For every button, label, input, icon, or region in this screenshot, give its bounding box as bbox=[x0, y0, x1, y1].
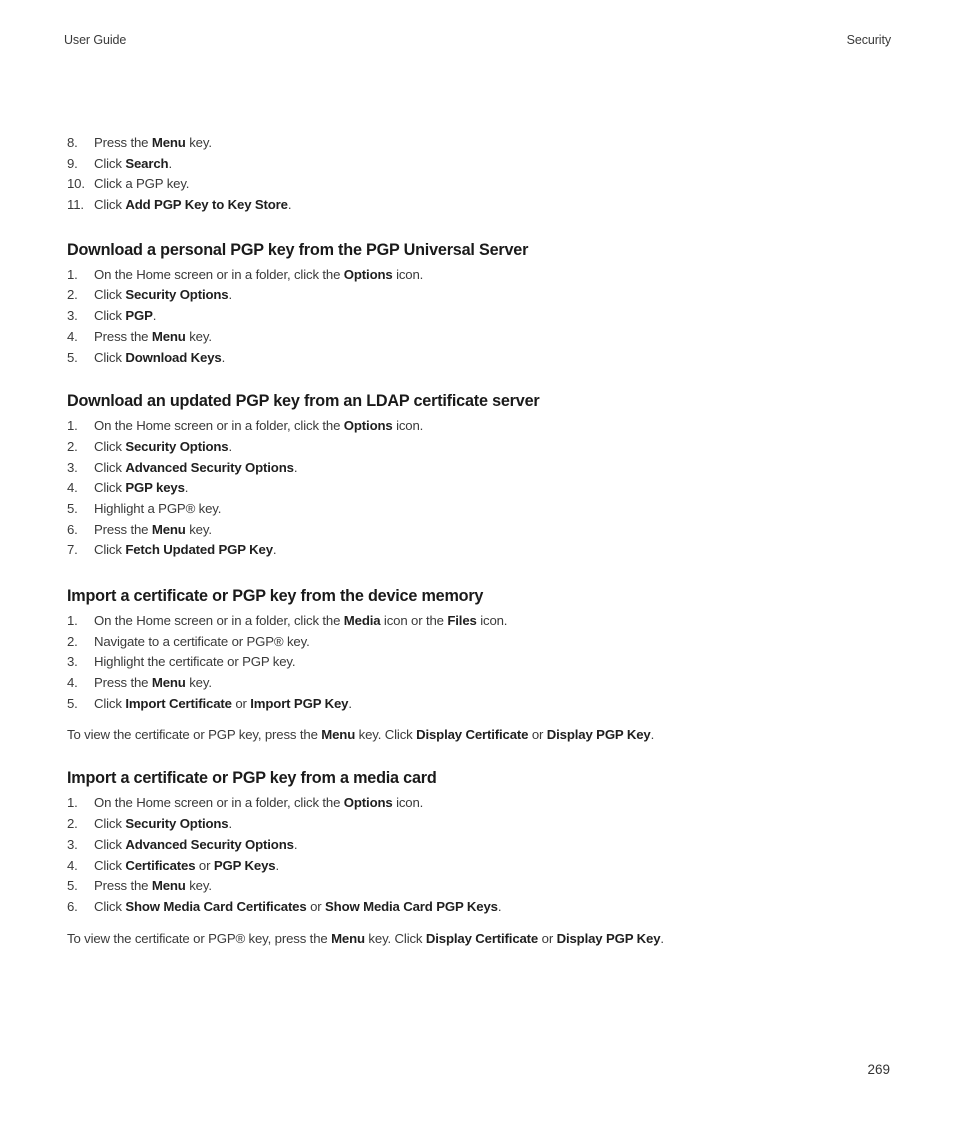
text-run: key. bbox=[185, 135, 212, 150]
text-run: On the Home screen or in a folder, click the bbox=[94, 418, 344, 434]
step-text bbox=[94, 458, 297, 479]
text-run: key. Click bbox=[364, 930, 426, 946]
bold-term: Add PGP Key to Key Store bbox=[125, 197, 288, 213]
step-number: 6. bbox=[67, 521, 78, 537]
bold-term: Menu bbox=[151, 878, 186, 894]
bold-term: Options bbox=[343, 795, 393, 811]
step-list bbox=[67, 265, 897, 368]
text-run: Click bbox=[94, 695, 126, 711]
step-text bbox=[94, 694, 352, 715]
text-run: Click bbox=[94, 349, 126, 365]
text-run: On the Home screen or in a folder, click the bbox=[94, 795, 344, 811]
step-text bbox=[94, 195, 291, 216]
list-item bbox=[67, 154, 897, 175]
step-number: 3. bbox=[67, 308, 78, 324]
text-run: key. Click bbox=[355, 727, 417, 743]
text-run: key. bbox=[185, 675, 212, 691]
step-text bbox=[94, 835, 297, 856]
step-text bbox=[94, 856, 279, 877]
bold-term: Import PGP Key bbox=[250, 695, 349, 711]
step-number: 1. bbox=[67, 613, 78, 628]
section bbox=[67, 390, 897, 561]
list-item bbox=[67, 133, 897, 154]
text-run: Click bbox=[94, 480, 126, 496]
text-run: Navigate to a certificate or PGP® key. bbox=[94, 633, 310, 649]
text-run: Click a PGP key. bbox=[94, 176, 190, 192]
text-run: . bbox=[660, 930, 664, 946]
text-run: Click bbox=[94, 155, 126, 171]
step-number: 10. bbox=[67, 176, 85, 192]
list-item bbox=[67, 673, 897, 694]
text-run: or bbox=[538, 930, 557, 946]
text-run: . bbox=[293, 459, 298, 475]
bold-term: Display PGP Key bbox=[556, 930, 661, 946]
list-item bbox=[67, 285, 897, 306]
step-text bbox=[94, 174, 189, 195]
text-run: key. bbox=[185, 521, 212, 537]
text-run: . bbox=[497, 898, 502, 914]
list-item bbox=[67, 499, 897, 520]
note-paragraph bbox=[67, 929, 897, 949]
bold-term: Menu bbox=[151, 521, 186, 537]
sections-container bbox=[67, 239, 897, 949]
section-heading: Import a certificate or PGP key from the device memory bbox=[67, 587, 484, 605]
bold-term: Show Media Card PGP Keys bbox=[325, 898, 498, 914]
step-number: 1. bbox=[67, 266, 78, 282]
list-item bbox=[67, 327, 897, 348]
text-run: . bbox=[348, 695, 352, 711]
step-number: 5. bbox=[67, 695, 78, 711]
step-number: 6. bbox=[67, 898, 78, 914]
bold-term: Options bbox=[343, 266, 393, 282]
list-item bbox=[67, 611, 897, 632]
step-number: 5. bbox=[67, 878, 78, 894]
text-run: icon. bbox=[392, 266, 424, 282]
text-run: Click bbox=[94, 287, 126, 303]
list-item bbox=[67, 793, 897, 814]
list-item bbox=[67, 174, 897, 195]
step-text bbox=[94, 306, 156, 327]
section-heading: Download a personal PGP key from the PGP Universal Server bbox=[67, 240, 529, 259]
list-item bbox=[67, 265, 897, 286]
bold-term: Download Keys bbox=[125, 349, 222, 365]
step-text bbox=[94, 154, 172, 175]
text-run: . bbox=[287, 197, 292, 213]
bold-term: Menu bbox=[151, 328, 186, 344]
bold-term: Display PGP Key bbox=[546, 727, 651, 743]
bold-term: PGP Keys bbox=[213, 857, 276, 873]
step-number: 4. bbox=[67, 480, 78, 496]
text-run: . bbox=[221, 349, 226, 365]
step-text bbox=[94, 133, 212, 154]
step-number: 2. bbox=[67, 816, 78, 832]
text-run: On the Home screen or in a folder, click the bbox=[94, 613, 344, 628]
text-run: . bbox=[650, 727, 655, 743]
step-text bbox=[94, 265, 423, 286]
text-run: . bbox=[228, 287, 232, 303]
text-run: or bbox=[231, 695, 251, 711]
bold-term: Security Options bbox=[125, 438, 229, 454]
step-text bbox=[94, 416, 423, 437]
step-number: 5. bbox=[67, 349, 78, 365]
section bbox=[67, 239, 897, 368]
step-text bbox=[94, 478, 188, 499]
text-run: Click bbox=[94, 197, 126, 213]
step-list bbox=[67, 793, 897, 917]
bold-term: Menu bbox=[151, 675, 186, 691]
bold-term: PGP keys bbox=[125, 480, 185, 496]
text-run: Click bbox=[94, 542, 126, 558]
bold-term: Options bbox=[343, 418, 393, 434]
list-item bbox=[67, 306, 897, 327]
bold-term: Menu bbox=[331, 930, 365, 946]
step-text bbox=[94, 285, 232, 306]
list-item bbox=[67, 348, 897, 369]
bold-term: Fetch Updated PGP Key bbox=[125, 542, 273, 558]
text-run: icon. bbox=[392, 418, 424, 434]
text-run: Highlight the certificate or PGP key. bbox=[94, 654, 296, 670]
step-text bbox=[94, 897, 501, 918]
text-run: key. bbox=[185, 328, 212, 344]
text-run: or bbox=[306, 898, 326, 914]
step-number: 7. bbox=[67, 542, 78, 558]
step-text bbox=[94, 876, 212, 897]
text-run: Click bbox=[94, 459, 126, 475]
text-run: To view the certificate or PGP® key, press the bbox=[67, 930, 332, 946]
bold-term: Menu bbox=[321, 727, 356, 743]
text-run: icon. bbox=[392, 795, 424, 811]
step-number: 2. bbox=[67, 633, 78, 649]
section-heading: Download an updated PGP key from an LDAP certificate server bbox=[67, 392, 540, 411]
text-run: Press the bbox=[94, 328, 152, 344]
text-run: or bbox=[528, 727, 547, 743]
section bbox=[67, 767, 897, 948]
bold-term: Certificates bbox=[125, 857, 196, 873]
list-item bbox=[67, 632, 897, 653]
step-number: 3. bbox=[67, 836, 78, 852]
list-item bbox=[67, 195, 897, 216]
text-run: Click bbox=[94, 816, 126, 832]
text-run: . bbox=[293, 836, 298, 852]
list-item bbox=[67, 856, 897, 877]
bold-term: Search bbox=[125, 155, 169, 171]
list-item bbox=[67, 437, 897, 458]
list-item bbox=[67, 520, 897, 541]
bold-term: Display Certificate bbox=[416, 727, 529, 743]
text-run: Click bbox=[94, 836, 126, 852]
bold-term: Security Options bbox=[125, 287, 229, 303]
step-text bbox=[94, 793, 423, 814]
text-run: icon or the bbox=[380, 613, 448, 628]
bold-term: Security Options bbox=[125, 816, 229, 832]
text-run: . bbox=[272, 542, 277, 558]
step-number: 4. bbox=[67, 857, 78, 873]
text-run: Highlight a PGP® key. bbox=[94, 500, 222, 516]
text-run: Press the bbox=[94, 675, 152, 691]
step-number: 1. bbox=[67, 795, 78, 811]
text-run: Press the bbox=[94, 521, 152, 537]
list-item bbox=[67, 897, 897, 918]
list-item bbox=[67, 876, 897, 897]
step-number: 2. bbox=[67, 438, 78, 454]
section bbox=[67, 585, 897, 745]
text-run: key. bbox=[185, 878, 212, 894]
step-text bbox=[94, 611, 507, 632]
running-header-title: User Guide bbox=[64, 33, 127, 47]
step-list bbox=[67, 611, 897, 714]
list-item bbox=[67, 694, 897, 715]
bold-term: Import Certificate bbox=[125, 695, 232, 711]
text-run: . bbox=[152, 308, 157, 324]
bold-term: PGP bbox=[125, 308, 153, 324]
step-text bbox=[94, 499, 221, 520]
bold-term: Media bbox=[343, 613, 381, 628]
text-run: Press the bbox=[94, 878, 152, 894]
bold-term: Show Media Card Certificates bbox=[125, 898, 307, 914]
list-item bbox=[67, 478, 897, 499]
text-run: . bbox=[228, 816, 232, 832]
text-run: icon. bbox=[476, 613, 508, 628]
step-number: 3. bbox=[67, 459, 78, 475]
step-number: 9. bbox=[67, 155, 78, 171]
step-text bbox=[94, 814, 232, 835]
text-run: . bbox=[168, 155, 172, 171]
text-run: Click bbox=[94, 857, 126, 873]
step-text bbox=[94, 652, 295, 673]
step-text bbox=[94, 632, 310, 653]
list-item bbox=[67, 458, 897, 479]
step-number: 1. bbox=[67, 418, 78, 434]
intro-step-list bbox=[67, 133, 897, 216]
step-text bbox=[94, 520, 212, 541]
text-run: Press the bbox=[94, 135, 152, 150]
list-item bbox=[67, 540, 897, 561]
bold-term: Menu bbox=[151, 135, 186, 150]
page-content bbox=[67, 133, 897, 949]
bold-term: Files bbox=[447, 613, 477, 628]
step-number: 5. bbox=[67, 500, 78, 516]
text-run: . bbox=[228, 438, 232, 454]
section-heading: Import a certificate or PGP key from a media card bbox=[67, 769, 437, 788]
step-number: 11. bbox=[67, 197, 84, 213]
step-number: 3. bbox=[67, 654, 78, 670]
text-run: or bbox=[195, 857, 214, 873]
text-run: Click bbox=[94, 898, 126, 914]
list-item bbox=[67, 652, 897, 673]
bold-term: Advanced Security Options bbox=[125, 836, 294, 852]
step-number: 8. bbox=[67, 135, 78, 150]
page-number: 269 bbox=[867, 1062, 890, 1077]
step-text bbox=[94, 673, 212, 694]
step-text bbox=[94, 327, 212, 348]
step-list bbox=[67, 416, 897, 561]
step-text bbox=[94, 348, 225, 369]
list-item bbox=[67, 416, 897, 437]
note-paragraph bbox=[67, 725, 897, 745]
step-number: 4. bbox=[67, 328, 78, 344]
bold-term: Advanced Security Options bbox=[125, 459, 294, 475]
text-run: On the Home screen or in a folder, click the bbox=[94, 266, 344, 282]
text-run: Click bbox=[94, 308, 126, 324]
bold-term: Display Certificate bbox=[425, 930, 539, 946]
text-run: . bbox=[275, 857, 279, 873]
step-number: 4. bbox=[67, 675, 78, 691]
step-text bbox=[94, 437, 232, 458]
step-number: 2. bbox=[67, 287, 78, 303]
running-header-section: Security bbox=[846, 33, 891, 47]
text-run: To view the certificate or PGP key, press the bbox=[67, 727, 322, 743]
text-run: Click bbox=[94, 438, 126, 454]
step-text bbox=[94, 540, 276, 561]
list-item bbox=[67, 814, 897, 835]
text-run: . bbox=[184, 480, 189, 496]
list-item bbox=[67, 835, 897, 856]
